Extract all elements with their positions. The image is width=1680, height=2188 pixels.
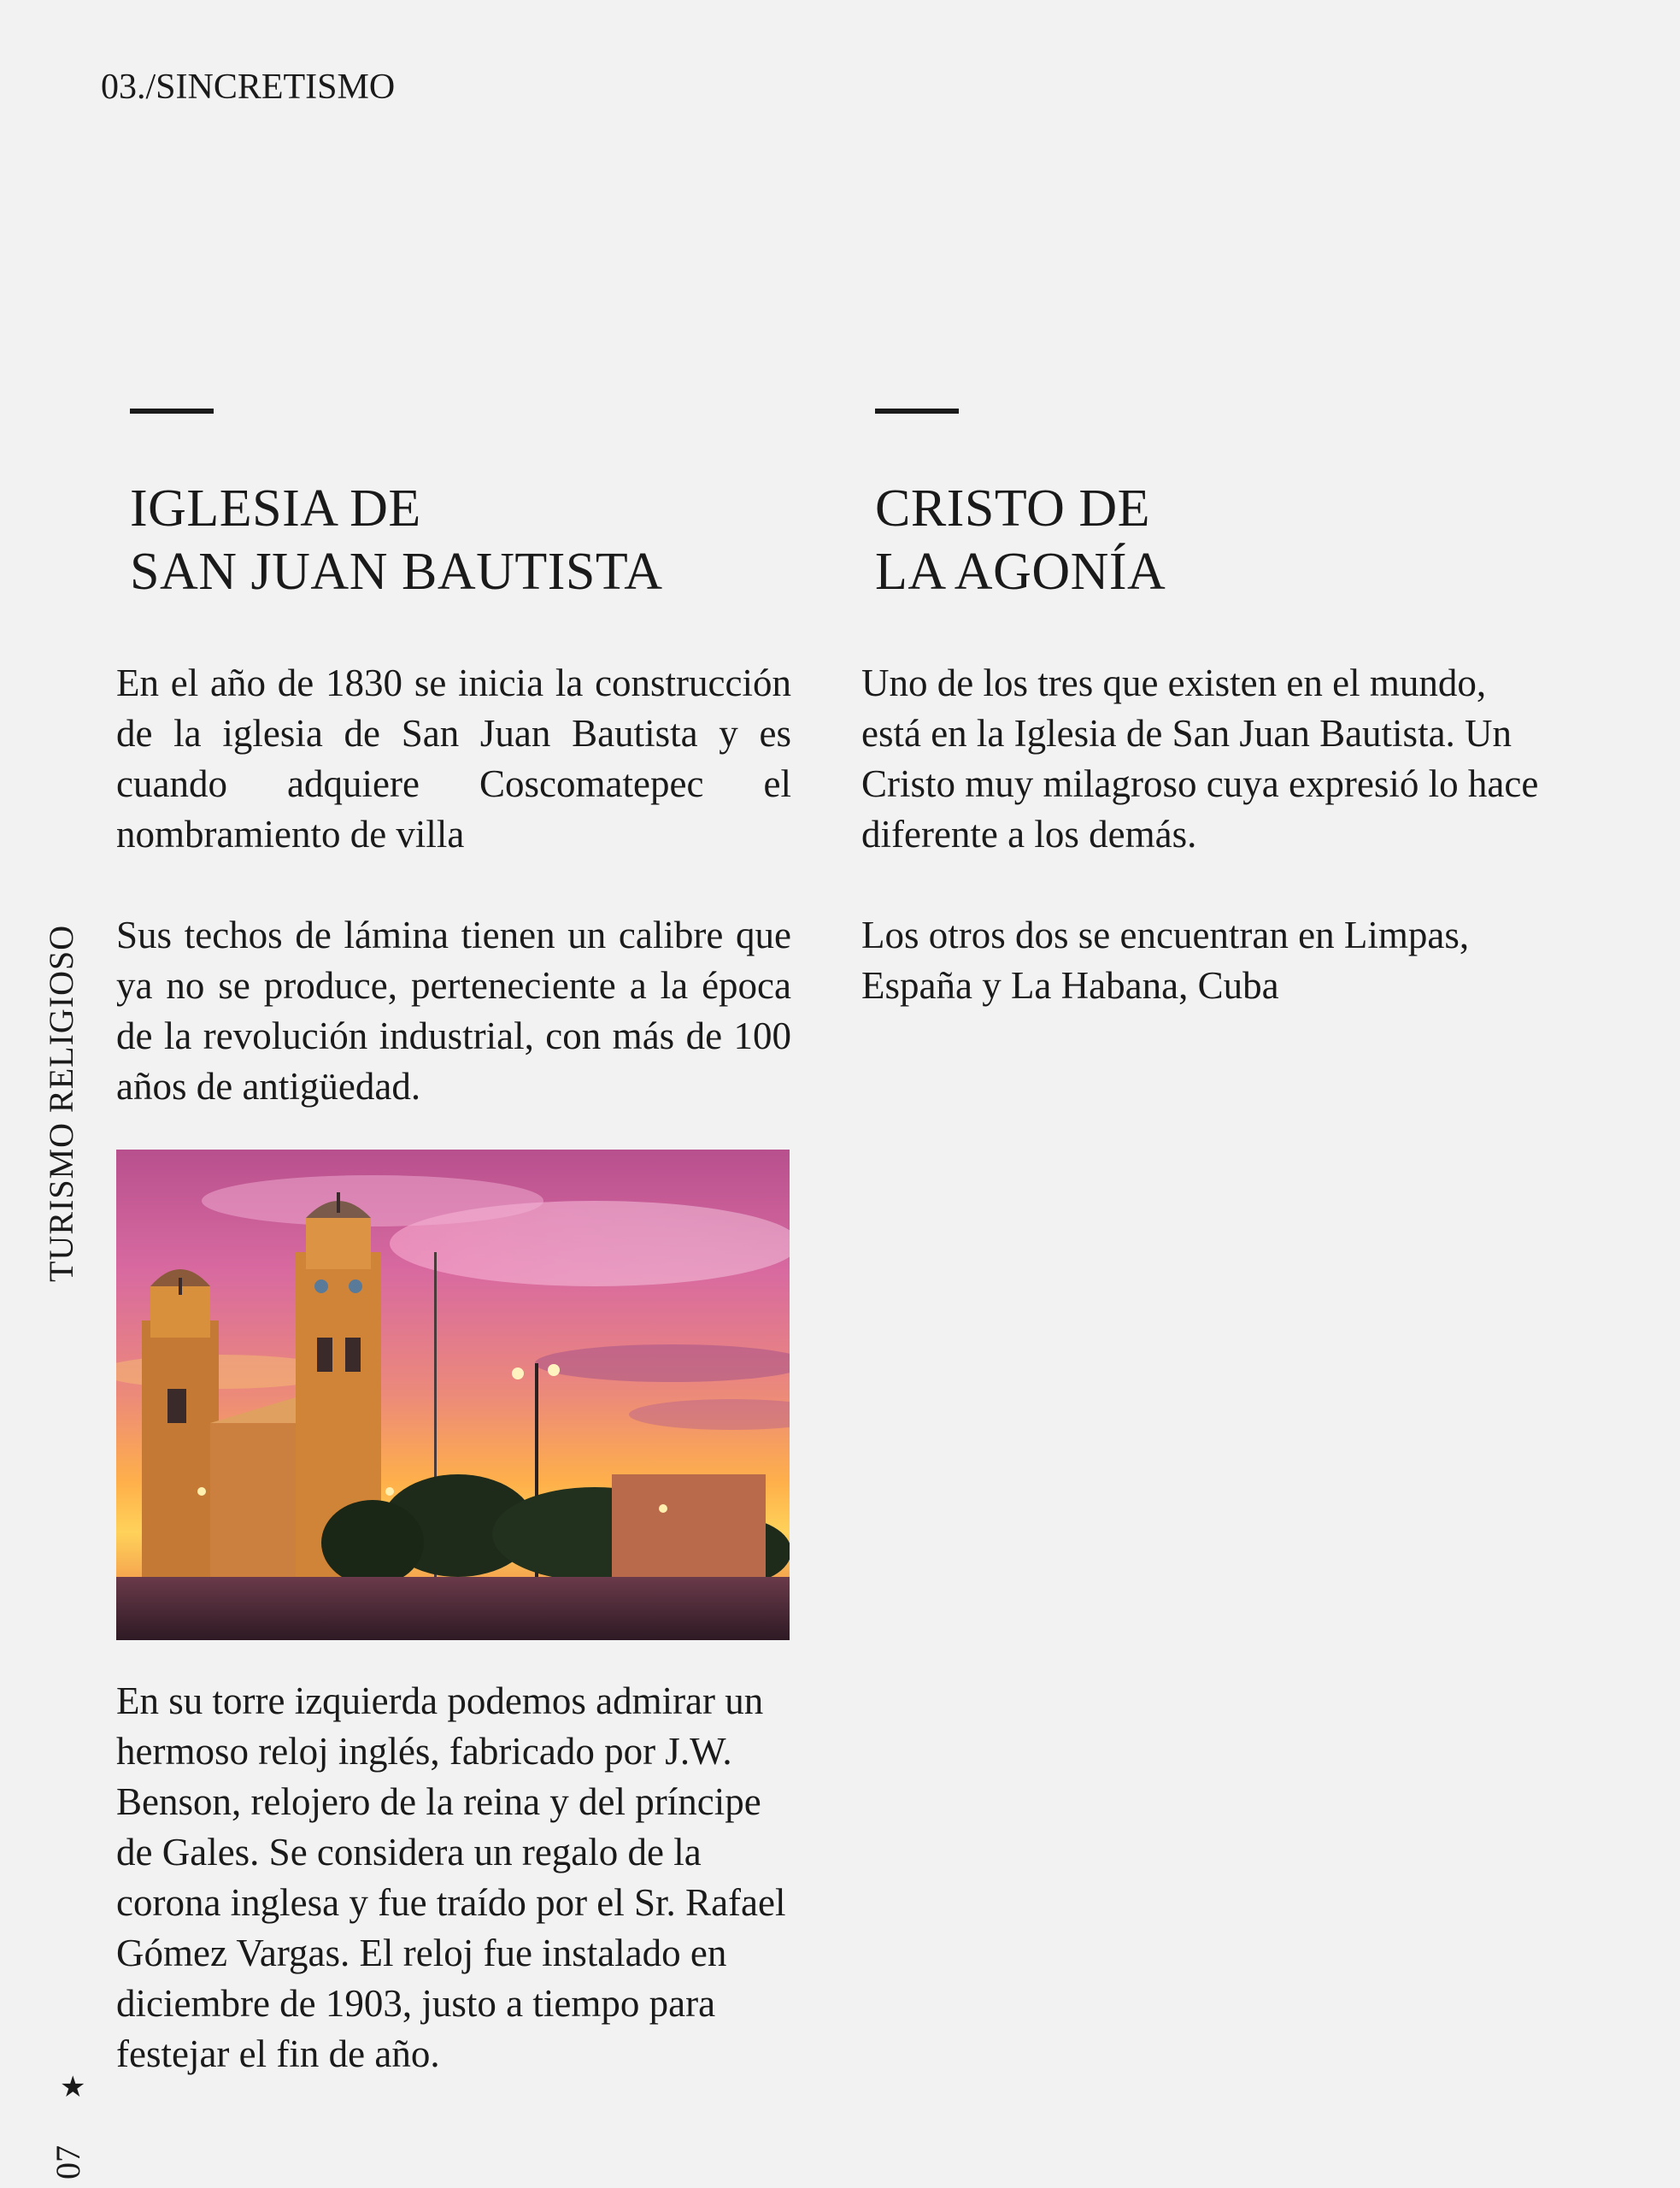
left-heading bbox=[130, 477, 791, 603]
heading-rule bbox=[875, 409, 959, 414]
right-heading-line2: LA AGONÍA bbox=[875, 543, 1166, 601]
page-number: 07 bbox=[49, 2145, 87, 2179]
church-photo bbox=[116, 1150, 790, 1640]
left-heading-line2: SAN JUAN BAUTISTA bbox=[130, 543, 663, 601]
star-icon: ★ bbox=[60, 2070, 86, 2104]
section-number: 03. bbox=[101, 68, 146, 107]
right-paragraph-2: Los otros dos se encuentran en Limpas, España y La Habana, Cuba bbox=[861, 914, 1470, 1007]
left-column bbox=[116, 409, 791, 2079]
side-label: TURISMO RELIGIOSO bbox=[42, 924, 80, 1282]
left-heading-line1: IGLESIA DE bbox=[130, 479, 421, 538]
right-column bbox=[861, 409, 1545, 1011]
heading-rule bbox=[130, 409, 214, 414]
right-paragraph-1: Uno de los tres que existen en el mundo, está en la Iglesia de San Juan Bautista. Un Cristo muy milagroso cuya expresió lo hace diferente a los demás. bbox=[861, 662, 1539, 856]
left-paragraph-3: En su torre izquierda podemos admirar un hermoso reloj inglés, fabricado por J.W. Benson, relojero de la reina y del príncipe de Gales. Se considera un regalo de la corona inglesa y fue traído por el Sr. Rafael Gómez Vargas. El reloj fue instalado en diciembre de 1903, justo a tiempo para festejar el fin de año. bbox=[116, 1679, 786, 2075]
section-tag bbox=[101, 67, 395, 108]
left-paragraph-1: En el año de 1830 se inicia la construcción de la iglesia de San Juan Bautista y es cuando adquiere Coscomatepec el nombramiento de villa bbox=[116, 662, 791, 856]
section-label: /SINCRETISMO bbox=[145, 68, 396, 107]
page-number-block bbox=[48, 2070, 99, 2179]
left-paragraph-2: Sus techos de lámina tienen un calibre que ya no se produce, perteneciente a la época de la revolución industrial, con más de 100 años de antigüedad. bbox=[116, 914, 791, 1108]
right-heading bbox=[875, 477, 1545, 603]
right-heading-line1: CRISTO DE bbox=[875, 479, 1151, 538]
